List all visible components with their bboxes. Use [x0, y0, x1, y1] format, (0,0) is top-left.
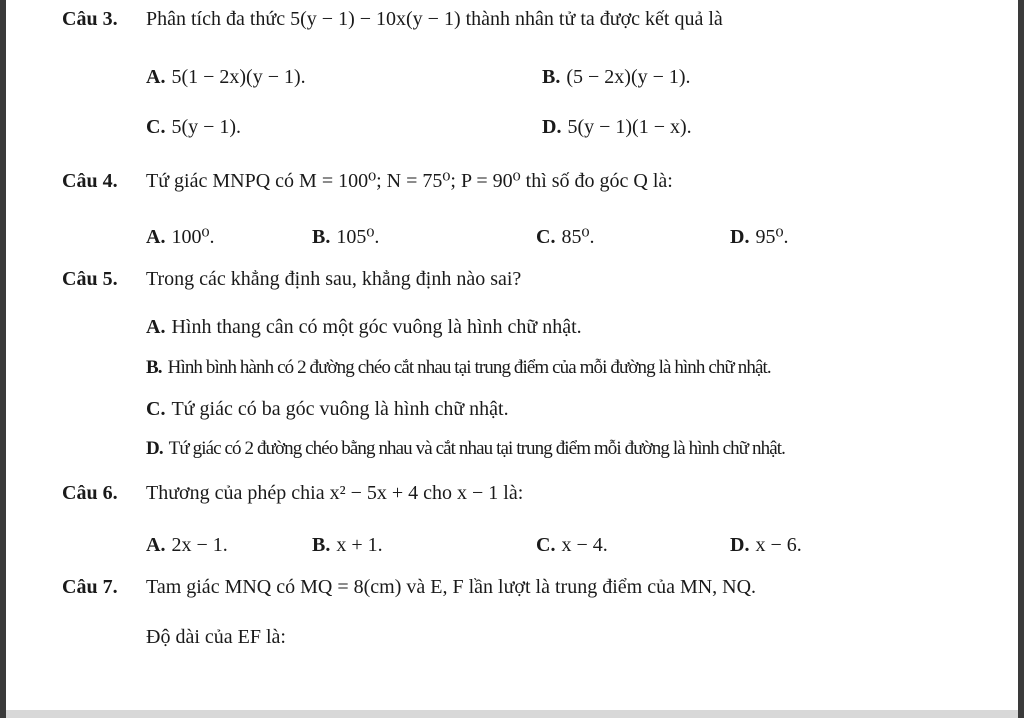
option-label: A. [146, 316, 166, 338]
option-label: C. [146, 398, 166, 420]
option-label: C. [146, 116, 166, 138]
option-a [146, 314, 582, 340]
option-text: 5(y − 1)(1 − x). [567, 116, 692, 138]
option-text: 2x − 1. [171, 534, 228, 556]
question-5 [62, 266, 521, 292]
question-text: Phân tích đa thức 5(y − 1) − 10x(y − 1) thành nhân tử ta được kết quả là [146, 8, 723, 30]
option-text: x − 6. [755, 534, 802, 556]
option-text: Tứ giác có 2 đường chéo bằng nhau và cắt nhau tại trung điểm mỗi đường là hình chữ nhật. [168, 438, 785, 459]
option-a [146, 532, 228, 558]
option-label: A. [146, 66, 166, 88]
option-text: Hình thang cân có một góc vuông là hình chữ nhật. [171, 316, 582, 338]
question-3 [62, 6, 723, 32]
option-d [730, 224, 788, 250]
option-text: 105⁰. [336, 226, 380, 248]
question-number: Câu 4. [62, 170, 118, 192]
question-text: Trong các khẳng định sau, khẳng định nào sai? [146, 268, 522, 290]
option-text: x − 4. [561, 534, 608, 556]
option-label: C. [536, 534, 556, 556]
option-d [146, 436, 785, 462]
option-b [146, 355, 771, 381]
option-label: B. [312, 534, 331, 556]
option-d [730, 532, 802, 558]
option-d [542, 114, 692, 140]
option-text: 95⁰. [755, 226, 789, 248]
option-b [312, 532, 383, 558]
option-a [146, 64, 306, 90]
question-text: Tứ giác MNPQ có M = 100⁰; N = 75⁰; P = 90⁰ thì số đo góc Q là: [146, 170, 673, 192]
option-text: 85⁰. [561, 226, 595, 248]
option-label: A. [146, 226, 166, 248]
option-text: x + 1. [336, 534, 383, 556]
option-c [146, 114, 241, 140]
option-text: Tứ giác có ba góc vuông là hình chữ nhật. [171, 398, 509, 420]
option-text: 100⁰. [171, 226, 215, 248]
question-7-continuation: Độ dài của EF là: [146, 626, 286, 648]
option-label: D. [730, 534, 750, 556]
question-text: Thương của phép chia x² − 5x + 4 cho x − 1 là: [146, 482, 524, 504]
option-a [146, 224, 214, 250]
option-label: A. [146, 534, 166, 556]
document-page [6, 0, 1018, 718]
option-b [312, 224, 379, 250]
option-c [536, 532, 608, 558]
option-label: D. [542, 116, 562, 138]
question-number: Câu 6. [62, 482, 118, 504]
option-label: D. [730, 226, 750, 248]
option-c [146, 396, 509, 422]
option-text: 5(1 − 2x)(y − 1). [171, 66, 306, 88]
question-7 [62, 574, 756, 600]
option-label: D. [146, 438, 163, 459]
option-b [542, 64, 691, 90]
question-text: Tam giác MNQ có MQ = 8(cm) và E, F lần lượt là trung điểm của MN, NQ. [146, 576, 757, 598]
option-label: B. [146, 357, 162, 378]
option-label: B. [542, 66, 561, 88]
option-c [536, 224, 594, 250]
option-text: Hình bình hành có 2 đường chéo cắt nhau tại trung điểm của mỗi đường là hình chữ nhật. [167, 357, 771, 378]
question-4 [62, 168, 673, 194]
question-number: Câu 5. [62, 268, 118, 290]
option-text: 5(y − 1). [171, 116, 242, 138]
question-6 [62, 480, 523, 506]
question-number: Câu 3. [62, 8, 118, 30]
option-label: C. [536, 226, 556, 248]
page-bottom-edge [6, 710, 1018, 718]
question-number: Câu 7. [62, 576, 118, 598]
option-label: B. [312, 226, 331, 248]
option-text: (5 − 2x)(y − 1). [566, 66, 691, 88]
